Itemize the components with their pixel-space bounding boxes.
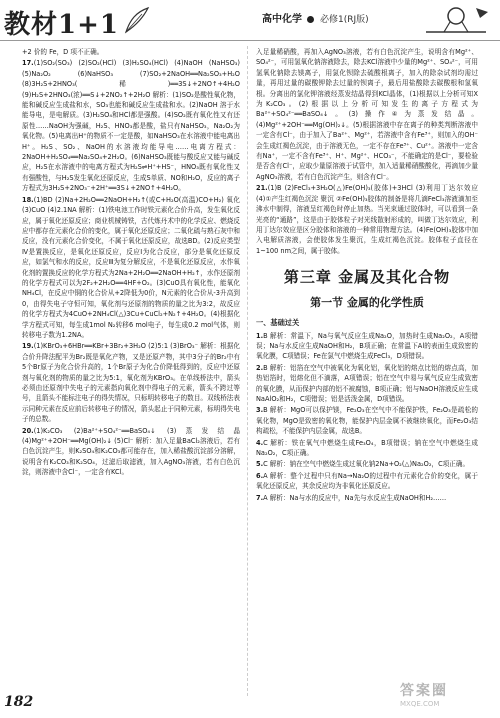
subject-label <box>262 10 369 25</box>
page-header <box>0 0 500 41</box>
section-title: 第一节 金属的化学性质 <box>310 295 424 309</box>
subject-name: 高中化学 <box>262 14 302 25</box>
chapter-title: 第三章 金属及其化合物 <box>283 268 451 287</box>
answer-q20: 20.(1)K₂CO₃ (2)Ba²⁺+SO₄²⁻══BaSO₄↓ (3)蒸发结晶 (4)Mg²⁺+2OH⁻══Mg(OH)₂↓ (5)Cl⁻ 解析：加入足量BaCl₂溶液后，若有白色沉淀产生，则K₂SO₄和K₂CO₃都可能存在，加入稀盐酸沉淀部分溶解，说明含有K₂CO₃和K₂SO₄，过滤后取滤液，加入AgNO₃溶液，若有白色沉淀，则溶液中含Cl⁻，一定含有KCl。 <box>22 426 240 477</box>
page-number: 182 <box>4 694 34 710</box>
basic-answer-4: 4.C 解析：铁在氧气中燃烧生成Fe₃O₄，B项错误；钠在空气中燃烧生成Na₂O₂，C项正确。 <box>256 438 478 458</box>
answer-paragraph: +2 价的 Fe，D 项不正确。 <box>22 48 104 56</box>
edition-label: 必修1(RJ版) <box>319 15 369 25</box>
decoration-icon <box>416 2 496 38</box>
answer-q20-continued: 入足量稀硝酸，再加入AgNO₃溶液，若有白色沉淀产生，说明含有Mg²⁺、SO₄²⁻，可用氢氧化钠溶液除去，除去KCl溶液中少量的Mg²⁺、SO₄²⁻，可用氢氧化钠除去镁离子，用氯化钡除去硫酸根离子，加入的除杂试剂均需过量，再用过量的碳酸钾除去过量的钡离子，最后用盐酸除去碳酸根和氢氧根。分离出的氯化钾溶液经蒸发结晶得到KCl晶体，(1)根据以上分析可知X为K₂CO₃。(2)根据以上分析可知发生的离子方程式为Ba²⁺+SO₄²⁻══BaSO₄↓。(3)操作④为蒸发结晶。(4)Mg²⁺+2OH⁻══Mg(OH)₂↓。(5)根据溶液中存在离子的种类判断溶液中一定含有Cl⁻，由于加入了Ba²⁺、Mg²⁺，若溶液中含有Fe³⁺，则加入的OH⁻会生成红褐色沉淀，由于溶液无色，一定不存在Fe³⁺、Cu²⁺。溶液中一定含有Na⁺，一定不含有Fe³⁺、H⁺、Mg²⁺、HCO₃⁻，不能确定的是Cl⁻，要检验是否含有Cl⁻，应取少量原溶液于试管中，加入适量稀硝酸酸化，再滴加少量AgNO₃溶液，若有白色沉淀产生，则含有Cl⁻。 <box>256 48 478 181</box>
watermark-sub: MXQE.COM <box>400 700 440 708</box>
basic-answer-7: 7.A 解析：Na与水的反应中，Na先与水反应生成NaOH和H₂…… <box>256 493 447 502</box>
answer-q18: 18.(1)BD (2)Na+2H₂O══2NaOH+H₂↑(或C+H₂O(高温)CO+H₂) 氧化 (3)CuO (4)2.1NA 解析：(1)铁电池工作时铁元素化合价升高，发生氧化反应，属于氧化还原反应；商业机械铸铁，古代炼丹术中的化学反应、燃烧反应中都存在元素化合价的变化，属于氧化还原反应；二氧化硫与熟石灰中和反应，没有元素化合价变化，不属于氧化还原反应，故选BD。(2)反应类型Ⅳ是置换反应，是氧化还原反应，反应Ⅰ为化合反应，部分是氧化还原反应，如氯气和水的反应，反应Ⅲ为复分解反应，不是氧化还原反应，水作氧化剂的置换反应的化学方程式为2Na+2H₂O══2NaOH+H₂↑，水作还原剂的化学方程式可以为2F₂+2H₂O══4HF+O₂。(3)CuO具有氧化性，能氧化NH₄Cl，在反应中铜的化合价从+2降低为0价，N元素的化合价从-3升高到0，由得失电子守恒可知，氧化剂与还原剂的物质的量之比为3:2，故反应的化学方程式为4CuO+2NH₄Cl(△)3Cu+CuCl₂+N₂↑+4H₂O。(4)根据化学方程式可知，每生成1mol N₂转移6 mol电子，每生成0.2 mol气体，则转移电子数为1.2NA。 <box>22 195 240 339</box>
column-divider <box>247 46 248 696</box>
answer-q17: 17.(1)SO₂(SO₃) (2)SO₂(HCl) (3)H₂SO₄(HCl) (4)NaOH (NaHSO₃) (5)Na₂O₂ (6)NaHSO₃ (7)SO₂+2NaOH══Na₂SO₃+H₂O (8)3H₂S+2HNO₃(稀)══3S↓+2NO↑+4H₂O (9)H₂S+2HNO₃(浓)══S↓+2NO₂↑+2H₂O 解析：(1)SO₂是酸性氧化物，能和碱反应生成盐和水，SO₃也能和碱反应生成盐和水。(2)NaOH 溶于水能导电，是电解质。(3)H₂SO₄和HCl都是强酸。(4)SO₂既有氧化性又有还原性……NaOH为强碱，H₂S、HNO₃都是酸，盐只有NaHSO₃，Na₂O₂为氧化物。(5)电离出H⁺的物质不一定是酸，如NaHSO₃在水溶液中能电离出H⁺。H₂S、SO₂、NaOH的水溶液均能导电……电离方程式：2NaOH+H₂SO₄══Na₂SO₄+2H₂O。(6)NaHSO₃既能与酸反应又能与碱反应，H₂S在水溶液中的电离方程式为H₂S⇌H⁺+HS⁻，HNO₃既有氧化性又有强酸性，与H₂S发生氧化还原反应，生成S单质、NO和H₂O，反应的离子方程式为3H₂S+2NO₃⁻+2H⁺══3S↓+2NO↑+4H₂O。 <box>22 59 240 193</box>
right-column <box>256 47 478 504</box>
answer-q19: 19.(1)KBrO₃+6HBr══KBr+3Br₂+3H₂O (2)5:1 (3)BrO₃⁻ 解析：根据化合价升降法配平为Br₂既是氧化产物，又是还原产物，其中3分子的Br₂中有5个Br原子为化合价升高的，1个Br原子为化合价降低得到的，反应中还原剂与氧化剂的物质的量之比为5:1，氧化剂为KBrO₃。在单线桥法中，箭头必须由还原剂中失电子的元素指向氧化剂中得电子的元素，箭头不跨过等号，且箭头不能标注电子的得失情况，只标明转移电子的数目。双线桥法表示同种元素在反应前后转移电子的情况，箭头起止于同种元素，标明得失电子的总数。 <box>22 342 240 424</box>
basic-answer-6: 6.A 解析：整个过程中只有Na→Na₂O的过程中有元素化合价的变化，属于氧化还原反应，其余反应均为非氧化还原反应。 <box>256 471 478 491</box>
leaf-icon <box>122 6 152 34</box>
left-column <box>22 47 240 479</box>
basic-answer-3: 3.B 解析：MgO可以保护镁，Fe₂O₃在空气中不能保护铁，Fe₂O₃是疏松的氧化物，MgO是致密的氧化物，能保护内层金属不被继续氧化，而Fe₂O₃结构疏松，不能保护内层金属，故选B。 <box>256 406 478 436</box>
basic-answer-2: 2.B 解析：铝箔在空气中被氧化为氧化铝，氧化铝的熔点比铝的熔点高，加热铝箔时，铝熔化但不滴落，A项错误；铝在空气中易与氧气反应生成致密的氧化膜，从而保护内部的铝不被腐蚀，B项正确；铝与NaOH溶液反应生成NaAlO₂和H₂，C项错误；铝是活泼金属，D项错误。 <box>256 363 478 403</box>
book-logo: 教材1+1 <box>4 10 119 40</box>
answer-q21: 21.(1)B (2)FeCl₃+3H₂O(△)Fe(OH)₃(胶体)+3HCl (3)利用丁达尔效应 (4)①产生红褐色沉淀 聚沉 ②Fe(OH)₃胶体的制备是将几滴FeCl₃溶液滴加至沸水中制得，溶液呈红褐色时停止加热。当光束通过胶体时，可以看到一条光亮的“通路”，这是由于胶体粒子对光线散射形成的，叫做丁达尔效应，利用丁达尔效应是区分胶体和溶液的一种常用物理方法。(4)Fe(OH)₃胶体中加入电解质溶液，会使胶体发生聚沉，生成红褐色沉淀。胶体粒子直径在1~100 nm之间，属于胶体。 <box>256 184 478 255</box>
watermark-main: 答案圈 <box>400 683 448 699</box>
bullet-icon <box>307 16 314 23</box>
basic-answer-5: 5.C 解析：钠在空气中燃烧生成过氧化钠2Na+O₂(△)Na₂O₂，C项正确。 <box>256 460 470 469</box>
part-heading: 一、基础过关 <box>256 318 300 328</box>
watermark-logo <box>400 680 492 714</box>
basic-answer-1: 1.B 解析：常温下，Na与氧气反应生成Na₂O，加热时生成Na₂O₂，A项错误；Na与水反应生成NaOH和H₂，B项正确；在常温下Al的表面生成致密的氧化膜，C项错误；Fe在氯气中燃烧生成FeCl₃，D项错误。 <box>256 331 478 361</box>
